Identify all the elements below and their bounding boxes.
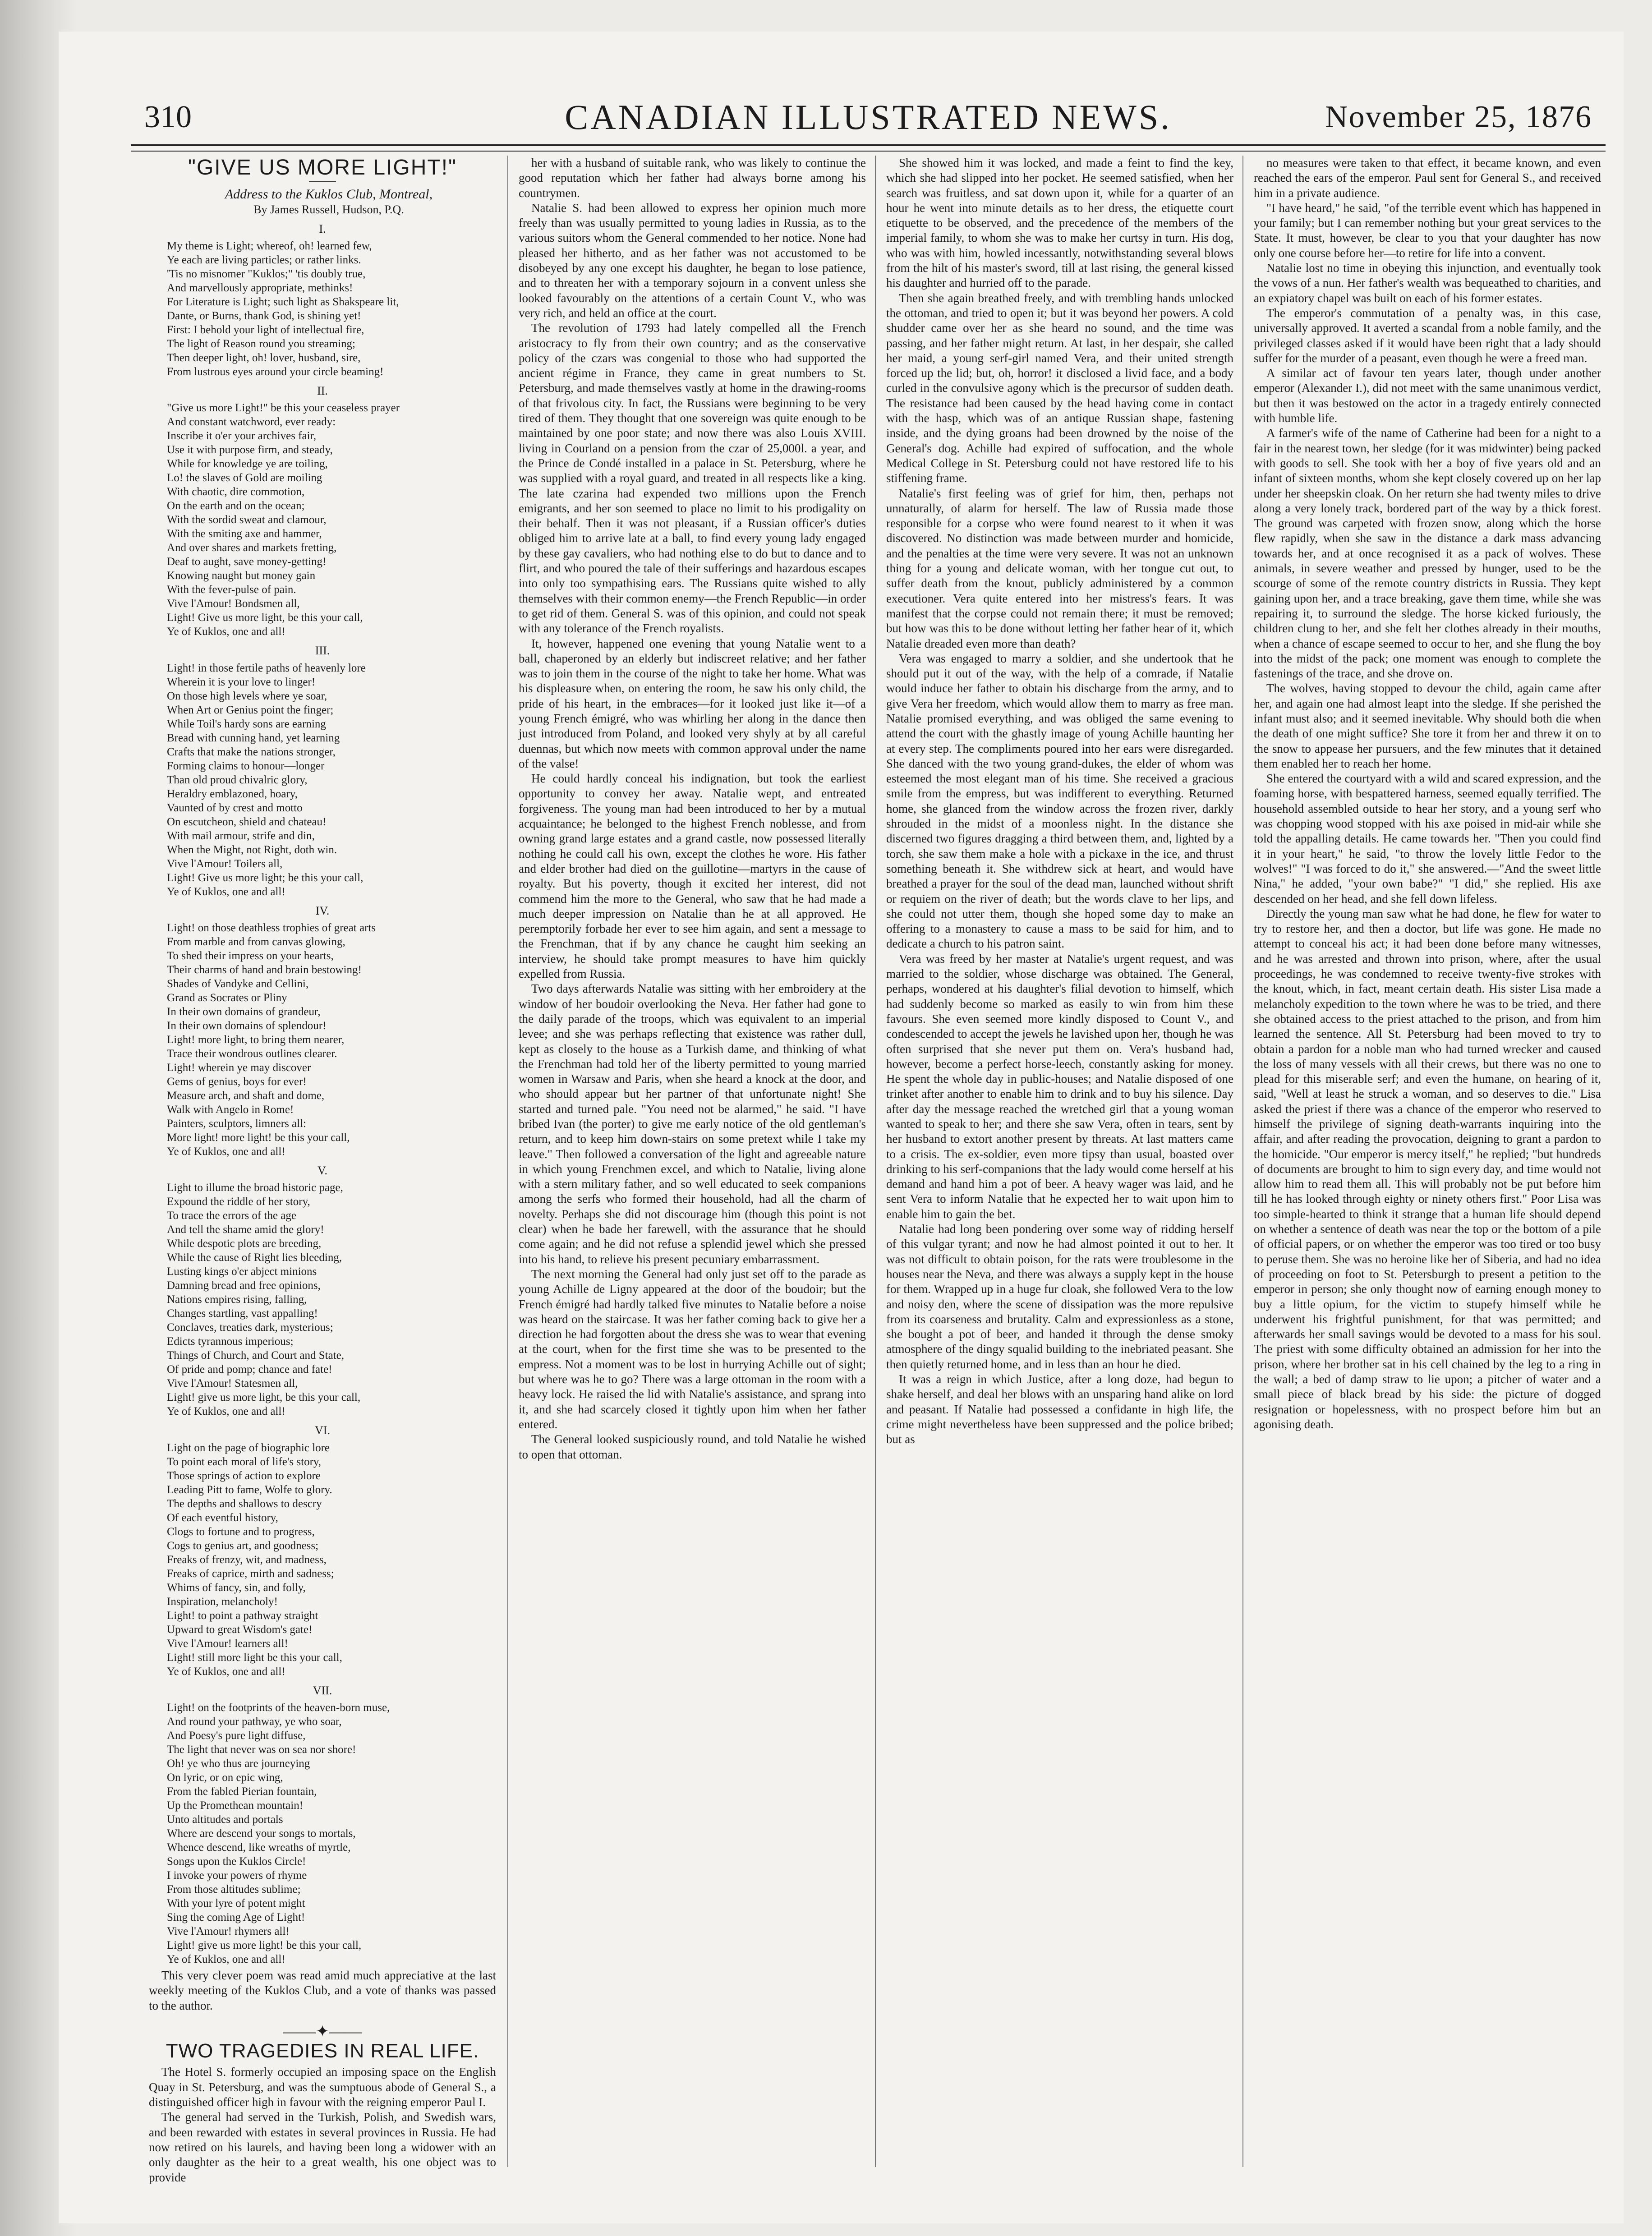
poem-line: And marvellously appropriate, methinks! (167, 282, 353, 294)
section-ornament: ——✦—— (283, 2022, 362, 2040)
poem-line: Gems of genius, boys for ever! (167, 1076, 307, 1088)
page-number: 310 (144, 100, 192, 134)
poem-line: Those springs of action to explore (167, 1469, 321, 1482)
article-paragraph: A similar act of favour ten years later, though under another emperor (Alexander I.), did not meet with the same unanimous verdict, but then it was bestowed on the actor in a tragedy entirely connected with humble life. (1254, 366, 1601, 425)
poem-line: Nations empires rising, falling, (167, 1293, 307, 1306)
poem-line: Vive l'Amour! Statesmen all, (167, 1377, 298, 1390)
column-divider (1242, 156, 1243, 2167)
article-paragraph: It, however, happened one evening that young Natalie went to a ball, chaperoned by an elderly but indiscreet relative; and her father was to join them in the course of the night to take her home. What was his displeasure when, on entering the room, he saw his only child, the pride of his heart, in the embraces—for it looked just like it—of a young French émigré, who was whirling her along in the dance then just introduced from Poland, and looked very shyly at by all careful duennas, but which now meets with common approval under the name of the valse! (519, 636, 866, 770)
poem-line: Up the Promethean mountain! (167, 1799, 304, 1812)
poem-subtitle: Address to the Kuklos Club, Montreal, (225, 187, 433, 202)
article-title: TWO TRAGEDIES IN REAL LIFE. (166, 2040, 479, 2062)
poem-stanza (149, 1701, 496, 1966)
poem-line: Walk with Angelo in Rome! (167, 1104, 294, 1116)
poem-stanza (149, 661, 496, 899)
article-paragraph: "I have heard," he said, "of the terrible event which has happened in your family; but I can remember nothing but your great services to the State. It must, however, be clear to you that your daughter has now only one course before her—to retire for life into a convent. (1254, 201, 1601, 260)
poem-line: Leading Pitt to fame, Wolfe to glory. (167, 1483, 332, 1496)
article-paragraph: Vera was engaged to marry a soldier, and she undertook that he should put it out of the way, with the help of a comrade, if Natalie would induce her father to obtain his discharge from the army, and to give Vera her freedom, which would allow them to marry as free man. Natalie promised everything, and was obliged the same evening to attend the court with the ghastly image of young Achille haunting her at every step. The compliments poured into her ears were disregarded. She danced with the two young grand-dukes, the elder of whom was esteemed the most elegant man of his time. She received a gracious smile from the empress, but was indifferent to everything. Returned home, she glanced from the window across the frozen river, darkly shrouded in the midst of a moonless night. In the distance she discerned two figures dragging a third between them, and, lighted by a torch, she saw them make a hole with a pickaxe in the ice, and thrust something beneath it. She withdrew sick at heart, and would have breathed a prayer for the soul of the dead man, launched without shrift or requiem on the river of death; but the words clave to her lips, and she could not utter them, though she hoped some day to make an offering to a monastery to cause a mass to be said for him, and to dedicate a church to his patron saint. (886, 651, 1233, 951)
poem-line: From those altitudes sublime; (167, 1883, 301, 1896)
stanza-number: I. (319, 222, 326, 235)
poem-line: While for knowledge ye are toiling, (167, 458, 328, 470)
poem-line: From lustrous eyes around your circle beaming! (167, 366, 384, 378)
poem-line: Clogs to fortune and to progress, (167, 1525, 315, 1538)
poem-line: And Poesy's pure light diffuse, (167, 1729, 306, 1742)
poem-title: "GIVE US MORE LIGHT!" (188, 156, 457, 179)
poem-line: Knowing naught but money gain (167, 570, 316, 582)
poem-line: And over shares and markets fretting, (167, 542, 337, 554)
poem-line: Whence descend, like wreaths of myrtle, (167, 1841, 351, 1854)
newspaper-title: CANADIAN ILLUSTRATED NEWS. (565, 97, 1172, 137)
poem-line: Light! in those fertile paths of heavenly lore (167, 662, 366, 674)
poem-line: Damning bread and free opinions, (167, 1279, 321, 1292)
poem-line: The light of Reason round you streaming; (167, 338, 355, 350)
article-paragraph: A farmer's wife of the name of Catherine had been for a night to a fair in the nearest town, her sledge (for it was midwinter) being packed with goods to sell. She took with her a boy of five years old and an infant of sixteen months, whom she kept closely covered up on her lap under her sheepskin cloak. On her return she had twenty miles to drive along a very lonely track, bordered part of the way by a thick forest. The ground was carpeted with frozen snow, along which the horse flew rapidly, when she saw in the distance a dark mass advancing towards her, and at once recognised it as a pack of wolves. These animals, in severe weather and pressed by hunger, used to be the scourge of some of the remote country districts in Russia. They kept gaining upon her, and a trace breaking, gave them time, while she was repairing it, to surround the sledge. The horse kicked furiously, the children clung to her, and she felt her clothes already in their mouths, when a chance of escape seemed to occur to her, and she flung the boy into the midst of the pack; one moment was enough to complete the fastenings of the trace, and she drove on. (1254, 426, 1601, 681)
poem-line: Light! give us more light! be this your call, (167, 1939, 362, 1951)
article-paragraph: The next morning the General had only just set off to the parade as young Achille de Ligny appeared at the door of the boudoir; but the French émigré had hardly talked five minutes to Natalie before a noise was heard on the staircase. It was her father coming back to give her a direction he had forgotten about the dress she was to wear that evening at the court, when for the first time she was to be presented to the empress. Not a moment was to be lost in hurrying Achille out of sight; but where was he to go? There was a large ottoman in the room with a heavy lock. He raised the lid with Natalie's assistance, and sprang into it, and she had scarcely closed it tightly upon him when her father entered. (519, 1267, 866, 1431)
poem-line: "Give us more Light!" be this your ceaseless prayer (167, 402, 400, 414)
poem-line: Light! wherein ye may discover (167, 1062, 311, 1074)
title-rule (309, 181, 336, 182)
poem-line: The depths and shallows to descry (167, 1497, 322, 1510)
poem-line: And tell the shame amid the glory! (167, 1224, 324, 1236)
poem-line: Light! to point a pathway straight (167, 1609, 318, 1622)
article-paragraph: Two days afterwards Natalie was sitting with her embroidery at the window of her boudoir overlooking the Neva. Her father had gone to the daily parade of the troops, which was equivalent to an imperial levee; and she was perhaps reflecting that existence was rather dull, kept as closely to the house as a Turkish dame, and thinking of what the Frenchman had told her of the liberty permitted to young married women in Warsaw and Paris, when she heard a knock at the door, and who should appear but her partner of that unfortunate night! She started and turned pale. "You need not be alarmed," he said. "I have bribed Ivan (the porter) to give me early notice of the old gentleman's return, and to keep him down-stairs on some pretext while I take my leave." Then followed a conversation of the light and agreeable nature in which young Frenchmen excel, and which to Natalie, living alone with a stern military father, and so well educated to seek companions among the serfs who formed their household, had all the charm of novelty. Perhaps she did not discourage him (though this point is not clear) when he bade her farewell, with the assurance that he should come again; and he did not refuse a splendid jewel which she pressed into his hand, to relieve his present pecuniary embarrassment. (519, 982, 866, 1266)
poem-stanza (149, 1441, 496, 1679)
poem-line: My theme is Light; whereof, oh! learned few, (167, 240, 372, 253)
poem-line: On lyric, or on epic wing, (167, 1771, 283, 1784)
column-divider (875, 156, 876, 2167)
poem-line: Ye of Kuklos, one and all! (167, 626, 285, 638)
poem-line: Light! Give us more light; be this your call, (167, 871, 364, 884)
poem-line: With mail armour, strife and din, (167, 829, 315, 842)
column-2 (519, 156, 866, 2167)
article-paragraph: Natalie's first feeling was of grief for him, then, perhaps not unnaturally, of alarm for herself. The law of Russia made those responsible for a corpse who were found nearest to it when it was discovered. No distinction was made between murder and homicide, and the penalties at the time were very severe. It was not an unknown thing for a young and delicate woman, with her tongue cut out, to suffer death from the knout, publicly administered by a common executioner. Vera quite entered into her mistress's fears. It was manifest that the corpse could not remain there; it must be removed; but how was this to be done without letting her father hear of it, which Natalie dreaded even more than death? (886, 486, 1233, 650)
poem-line: Wherein it is your love to linger! (167, 676, 316, 688)
poem-line: Heraldry emblazoned, hoary, (167, 787, 298, 800)
article-paragraph: Natalie lost no time in obeying this injunction, and eventually took the vows of a nun. Her father's wealth was bequeathed to charities, and an expiatory chapel was built on each of his former estates. (1254, 261, 1601, 305)
article-paragraph: no measures were taken to that effect, it became known, and even reached the ears of the emperor. Paul sent for General S., and received him in a private audience. (1254, 156, 1601, 200)
poem-line: Bread with cunning hand, yet learning (167, 732, 340, 744)
article-body-col3 (886, 156, 1233, 1447)
poem-line: Grand as Socrates or Pliny (167, 992, 287, 1004)
poem-line: Ye each are living particles; or rather links. (167, 254, 361, 267)
poem-line: Where are descend your songs to mortals, (167, 1827, 356, 1840)
poem-line: Ye of Kuklos, one and all! (167, 1665, 285, 1678)
poem-line: Light on the page of biographic lore (167, 1441, 330, 1454)
poem-stanza (149, 921, 496, 1159)
poem-line: In their own domains of grandeur, (167, 1006, 321, 1018)
article-paragraph: She entered the courtyard with a wild and scared expression, and the foaming horse, with bespattered harness, seemed equally terrified. The household assembled outside to hear her story, and a young serf who was chopping wood stopped with his axe poised in mid-air while she told the appalling details. He came towards her. "Then you could find it in your heart," he said, "to throw the lovely little Fedor to the wolves!" "I was forced to do it," she answered.—"And the sweet little Nina," he added, "your own babe?" "I did," she replied. His axe descended on her head, and she fell down lifeless. (1254, 772, 1601, 906)
poem-line: Than old proud chivalric glory, (167, 773, 308, 786)
poem-line: Upward to great Wisdom's gate! (167, 1623, 313, 1636)
poem-line: In their own domains of splendour! (167, 1020, 327, 1032)
poem-line: Measure arch, and shaft and dome, (167, 1090, 325, 1102)
poem-line: First: I behold your light of intellectual fire, (167, 324, 364, 336)
poem-line: Things of Church, and Court and State, (167, 1349, 344, 1362)
poem-line: Of each eventful history, (167, 1511, 278, 1524)
poem-line: Ye of Kuklos, one and all! (167, 885, 285, 898)
poem-line: Ye of Kuklos, one and all! (167, 1146, 285, 1158)
poem-line: Vaunted of by crest and motto (167, 801, 303, 814)
stanza-number: V. (318, 1164, 327, 1178)
poem-line: Their charms of hand and brain bestowing! (167, 964, 362, 976)
poem-line: Edicts tyrannous imperious; (167, 1335, 294, 1348)
article-paragraph: Natalie S. had been allowed to express her opinion much more freely than was usually permitted to young ladies in Russia, as to the various suitors whom the General commended to her notice. None had pleased her hitherto, and as her father was not accustomed to be disobeyed by any one except his daughter, he began to lose patience, and to threaten her with a temporary sojourn in a convent unless she looked favourably on the attentions of a certain Count V., who was very rich, and held an office at the court. (519, 201, 866, 320)
article-paragraph: He could hardly conceal his indignation, but took the earliest opportunity to convey her away. Natalie wept, and entreated forgiveness. The young man had been introduced to her by a mutual acquaintance; he belonged to the highest French noblesse, and from owning grand large estates and a grand castle, now possessed literally nothing he could call his own, except the clothes he wore. His father and elder brother had died on the guillotine—martyrs in the cause of royalty. But his poverty, though it excited her interest, did not commend him the more to the General, who saw that he had made a much deeper impression on Natalie than he at all approved. He peremptorily forbade her ever to see him again, and sent a message to the Frenchman, that if by any chance he caught him seeking an interview, he should take prompt measures to have him quickly expelled from Russia. (519, 772, 866, 981)
poem-line: Expound the riddle of her story, (167, 1196, 310, 1208)
masthead-rule (131, 144, 1606, 152)
article-body-col2 (519, 156, 866, 1462)
poem-line: Crafts that make the nations stronger, (167, 745, 336, 758)
poem-line: Freaks of caprice, mirth and sadness; (167, 1567, 334, 1580)
poem-line: Shades of Vandyke and Cellini, (167, 978, 309, 990)
poem-line: On those high levels where ye soar, (167, 690, 327, 702)
article-paragraph: It was a reign in which Justice, after a long doze, had begun to shake herself, and deal her blows with an unsparing hand alike on lord and peasant. If Natalie had possessed a confidante in high life, the crime might nevertheless have been suppressed and the police bribed; but as (886, 1372, 1233, 1446)
poem-line: Light! on those deathless trophies of great arts (167, 922, 376, 934)
article-paragraph: Natalie had long been pondering over some way of ridding herself of this vulgar tyrant; and now he had almost pointed it out to her. It was not difficult to obtain poison, for the rats were troublesome in the houses near the Neva, and there was always a supply kept in the house for them. Wrapped up in a huge fur cloak, she followed Vera to the low and noisy den, where the scene of dissipation was the more repulsive from its coarseness and brutality. Calm and expressionless as a stone, she bought a pot of beer, and handed it through the dense smoky atmosphere of the dingy squalid building to the inebriated peasant. She then quietly returned home, and in less than an hour he died. (886, 1222, 1233, 1371)
poem-line: Conclaves, treaties dark, mysterious; (167, 1321, 333, 1334)
poem-line: And constant watchword, ever ready: (167, 416, 336, 428)
poem-line: From marble and from canvas glowing, (167, 936, 345, 948)
poem-line: Dante, or Burns, thank God, is shining yet! (167, 310, 361, 322)
poem-line: Vive l'Amour! learners all! (167, 1637, 288, 1650)
poem-stanza (149, 1181, 496, 1418)
stanza-number: III. (315, 644, 330, 658)
poem-line: While the cause of Right lies bleeding, (167, 1251, 342, 1264)
poem-line: With your lyre of potent might (167, 1897, 305, 1909)
article-paragraph: The general had served in the Turkish, Polish, and Swedish wars, and been rewarded with estates in several provinces in Russia. He had now retired on his laurels, and having been long a widower with an only daughter as the heir to a great wealth, his one object was to provide (149, 2110, 496, 2184)
poem-line: And round your pathway, ye who soar, (167, 1715, 342, 1728)
poem-line: Sing the coming Age of Light! (167, 1911, 305, 1923)
poem-line: On the earth and on the ocean; (167, 500, 305, 512)
poem-line: Whims of fancy, sin, and folly, (167, 1581, 306, 1594)
stanza-number: IV. (315, 904, 330, 917)
article-paragraph: The Hotel S. formerly occupied an imposing space on the English Quay in St. Petersburg, and was the sumptuous abode of General S., a distinguished officer high in favour with the reigning emperor Paul I. (149, 2065, 496, 2109)
poem-line: From the fabled Pierian fountain, (167, 1785, 317, 1798)
poem-line: Lo! the slaves of Gold are moiling (167, 472, 322, 484)
poem-line: To trace the errors of the age (167, 1210, 296, 1222)
poem-line: With the smiting axe and hammer, (167, 528, 322, 540)
poem-line: Of pride and pomp; chance and fate! (167, 1363, 332, 1376)
poem-line: Deaf to aught, save money-getting! (167, 556, 327, 568)
poem-line: Trace their wondrous outlines clearer. (167, 1048, 337, 1060)
poem-line: Vive l'Amour! rhymers all! (167, 1925, 290, 1937)
poem-line: With the sordid sweat and clamour, (167, 514, 327, 526)
poem-line: Inspiration, melancholy! (167, 1595, 278, 1608)
poem-line: Ye of Kuklos, one and all! (167, 1953, 285, 1965)
poem-stanzas (149, 221, 496, 1966)
article-paragraph: The wolves, having stopped to devour the child, again came after her, and again one had almost leapt into the sledge. If she perished the infant must also; and it seemed inevitable. Why should both die when the death of one might suffice? She tore it from her and threw it on to the snow to appease her pursuers, and the few minutes that it detained them enabled her to reach her home. (1254, 681, 1601, 770)
poem-line: With the fever-pulse of pain. (167, 584, 296, 596)
issue-date: November 25, 1876 (1325, 100, 1592, 134)
poem-line: While despotic plots are breeding, (167, 1238, 322, 1250)
poem-line: 'Tis no misnomer "Kuklos;" 'tis doubly true, (167, 268, 366, 281)
poem-line: Freaks of frenzy, wit, and madness, (167, 1553, 327, 1566)
column-4 (1254, 156, 1601, 2167)
poem-line: Light to illume the broad historic page, (167, 1182, 343, 1194)
column-3 (886, 156, 1233, 2167)
poem-line: I invoke your powers of rhyme (167, 1869, 307, 1882)
poem-line: More light! more light! be this your call, (167, 1132, 350, 1144)
poem-line: Light! give us more light, be this your call, (167, 1391, 361, 1404)
article-paragraph: The revolution of 1793 had lately compelled all the French aristocracy to fly from their own country; and as the conservative policy of the czars was congenial to those who had supported the ancient régime in France, they came in great numbers to St. Petersburg, and made themselves vastly at home in the drawing-rooms of that frivolous city. In fact, the Russians were beginning to be very tired of them. They thought that one sovereign was quite enough to be maintained by one poor state; and now there was also Louis XVIII. living in Courland on a pension from the czar of 25,000l. a year, and the Prince de Condé installed in a palace in St. Petersburg, where he was supplied with a royal guard, and treated in all respects like a king. The late czarina had expended two millions upon the French emigrants, and her son seemed to place no limit to his prodigality on their behalf. Then it was not pleasant, if a Russian officer's duties obliged him to arrive late at a ball, to find every young lady engaged by these gay cavaliers, who had nothing else to do but to dance and to flirt, and who poured the tale of their sufferings and hazardous escapes into only too sympathising ears. The Russians quite wished to ally themselves with their common enemy—the French Republic—in order to get rid of them. General S. was of this opinion, and could not speak with any tolerance of the French royalists. (519, 321, 866, 635)
poem-line: Vive l'Amour! Toilers all, (167, 857, 283, 870)
poem-line: Light! on the footprints of the heaven-born muse, (167, 1701, 390, 1714)
stanza-number: VI. (315, 1424, 330, 1437)
column-divider (507, 156, 508, 2167)
article-body-col1 (149, 2065, 496, 2185)
article-paragraph: The emperor's commutation of a penalty was, in this case, universally approved. It averted a scandal from a noble family, and the privileged classes asked if it would have been right that a lady should suffer for the murder of a peasant, even though he were a freed man. (1254, 306, 1601, 365)
poem-line: For Literature is Light; such light as Shakspeare lit, (167, 296, 399, 308)
poem-line: Vive l'Amour! Bondsmen all, (167, 598, 300, 610)
poem-stanza (149, 401, 496, 639)
poem-line: Then deeper light, oh! lover, husband, sire, (167, 352, 361, 364)
poem-line: Oh! ye who thus are journeying (167, 1757, 310, 1770)
poem-line: Painters, sculptors, limners all: (167, 1118, 306, 1130)
poem-line: With chaotic, dire commotion, (167, 486, 305, 498)
column-1 (149, 156, 496, 2184)
masthead (131, 90, 1606, 149)
poem-line: Inscribe it o'er your archives fair, (167, 430, 317, 442)
poem-line: When the Might, not Right, doth win. (167, 843, 337, 856)
poem-note: This very clever poem was read amid much appreciative at the last weekly meeting of the Kuklos Club, and a vote of thanks was passed to the author. (149, 1968, 496, 2012)
poem-line: To shed their impress on your hearts, (167, 950, 334, 962)
poem-line: Forming claims to honour—longer (167, 759, 325, 772)
poem-line: Ye of Kuklos, one and all! (167, 1405, 285, 1418)
article-paragraph: her with a husband of suitable rank, who was likely to continue the good reputation which her father had always borne among his countrymen. (519, 156, 866, 200)
poem-line: Light! still more light be this your call, (167, 1651, 342, 1664)
poem-line: While Toil's hardy sons are earning (167, 718, 326, 730)
article-paragraph: Vera was freed by her master at Natalie's urgent request, and was married to the soldier, whose discharge was obtained. The General, perhaps, wondered at his daughter's filial devotion to himself, which had suddenly become so marked as easily to win from him these favours. She even seemed more kindly disposed to Count V., and condescended to accept the jewels he lavished upon her, though he was often surprised that she never put them on. Vera's husband had, however, become a perfect horse-leech, constantly asking for money. He spent the whole day in public-houses; and Natalie disposed of one trinket after another to enable him to drink and to buy his silence. Day after day the message reached the wretched girl that a young woman wanted to speak to her; and there she saw Vera, often in tears, sent by her husband to extort another present by threats. At last matters came to a crisis. The ex-soldier, even more tipsy than usual, boasted over drinking to his serf-companions that the lady would come herself at his demand and hand him a pot of beer. A heavy wager was laid, and he sent Vera to inform Natalie that he expected her to wait upon him to enable him to gain the bet. (886, 952, 1233, 1221)
article-paragraph: Then she again breathed freely, and with trembling hands unlocked the ottoman, and tried to open it; but it was beyond her powers. A cold shudder came over her as she heard no sound, and the time was passing, and her father might return. At last, in her despair, she called her maid, a young serf-girl named Vera, and their united strength forced up the lid; but, oh, horror! it disclosed a livid face, and a body curled in the convulsive agony which is the precursor of sudden death. The resistance had been caused by the head having come in contact with the hasp, which was of an antique Russian shape, fastening inside, and the dying groans had been drowned by the noise of the General's dog. Achille had expired of suffocation, and the whole Medical College in St. Petersburg could not have restored life to his stiffening frame. (886, 291, 1233, 485)
stanza-number: VII. (313, 1684, 332, 1697)
poem-line: When Art or Genius point the finger; (167, 704, 334, 716)
poem-line: Light! Give us more light, be this your call, (167, 612, 363, 624)
poem-line: Unto altitudes and portals (167, 1813, 283, 1826)
poem-line: The light that never was on sea nor shore! (167, 1743, 356, 1756)
poem-line: Use it with purpose firm, and steady, (167, 444, 333, 456)
poem-stanza (149, 239, 496, 379)
poem-line: Light! more light, to bring them nearer, (167, 1034, 345, 1046)
stanza-number: II. (317, 384, 328, 398)
article-paragraph: Directly the young man saw what he had done, he flew for water to try to restore her, and then a doctor, but life was gone. He made no attempt to conceal his act; it had been done before many witnesses, and he was arrested and thrown into prison, where, after the usual proceedings, he was condemned to receive twenty-five strokes with the knout, which, in fact, meant certain death. His sister Lisa made a melancholy expedition to the town where he was to be tried, and there she obtained access to the priest attached to the prison, and from him learned the sentence. All St. Petersburg had been moved to try to obtain a pardon for a noble man who had turned wrecker and caused the loss of many vessels with all their crews, but there was no one to plead for this miserable serf; and even the humane, on hearing of it, said, "Well at least he struck a woman, and so deserves to die." Lisa asked the priest if there was a chance of the emperor who reserved to himself the privilege of signing death-warrants inquiring into the affair, and after reading the provocation, deigning to grant a pardon to the homicide. "Our emperor is mercy itself," he replied; "but hundreds of documents are brought to him to sign every day, and time would not allow him to read them all. This will probably not be put before him till he has looked through eighty or ninety others first." Poor Lisa was too simple-hearted to think it strange that a human life should depend on whether a sentence of death was near the top or the bottom of a pile of official papers, or on whether the emperor was too tired or too busy to peruse them. She was no heroine like her of Siberia, and had no idea of proceeding on foot to St. Petersburgh to present a petition to the emperor in person; she only thought now of earning enough money to buy a little opium, for the victim to stupefy himself while he underwent his frightful punishment, for that was permitted; and afterwards her small savings would be devoted to a mass for his soul. The priest with some difficulty obtained an admission for her into the prison, where her brother sat in his cell chained by the leg to a ring in the wall; a bed of damp straw to lie upon; a pitcher of water and a small piece of black bread by his side: the picture of dogged resignation or hopelessness, with no prospect before him but an agonising death. (1254, 906, 1601, 1431)
poem-author: By James Russell, Hudson, P.Q. (253, 202, 404, 216)
article-paragraph: She showed him it was locked, and made a feint to find the key, which she had slipped into her pocket. He seemed satisfied, when her search was fruitless, and sat down upon it, while for a quarter of an hour he went into minute details as to her dress, the etiquette court etiquette to be observed, and the precedence of the members of the imperial family, to whom she was to make her curtsy in turn. His dog, who was with him, howled incessantly, notwithstanding several blows from the hilt of his master's sword, till at last rising, the general kissed his daughter and hurried off to the parade. (886, 156, 1233, 290)
article-body-col4 (1254, 156, 1601, 1432)
poem-line: Changes startling, vast appalling! (167, 1307, 318, 1320)
poem-line: Lusting kings o'er abject minions (167, 1265, 317, 1278)
poem-line: On escutcheon, shield and chateau! (167, 815, 327, 828)
poem-line: To point each moral of life's story, (167, 1455, 322, 1468)
article-paragraph: The General looked suspiciously round, and told Natalie he wished to open that ottoman. (519, 1432, 866, 1461)
poem-line: Songs upon the Kuklos Circle! (167, 1855, 306, 1868)
poem-line: Cogs to genius art, and goodness; (167, 1539, 319, 1552)
